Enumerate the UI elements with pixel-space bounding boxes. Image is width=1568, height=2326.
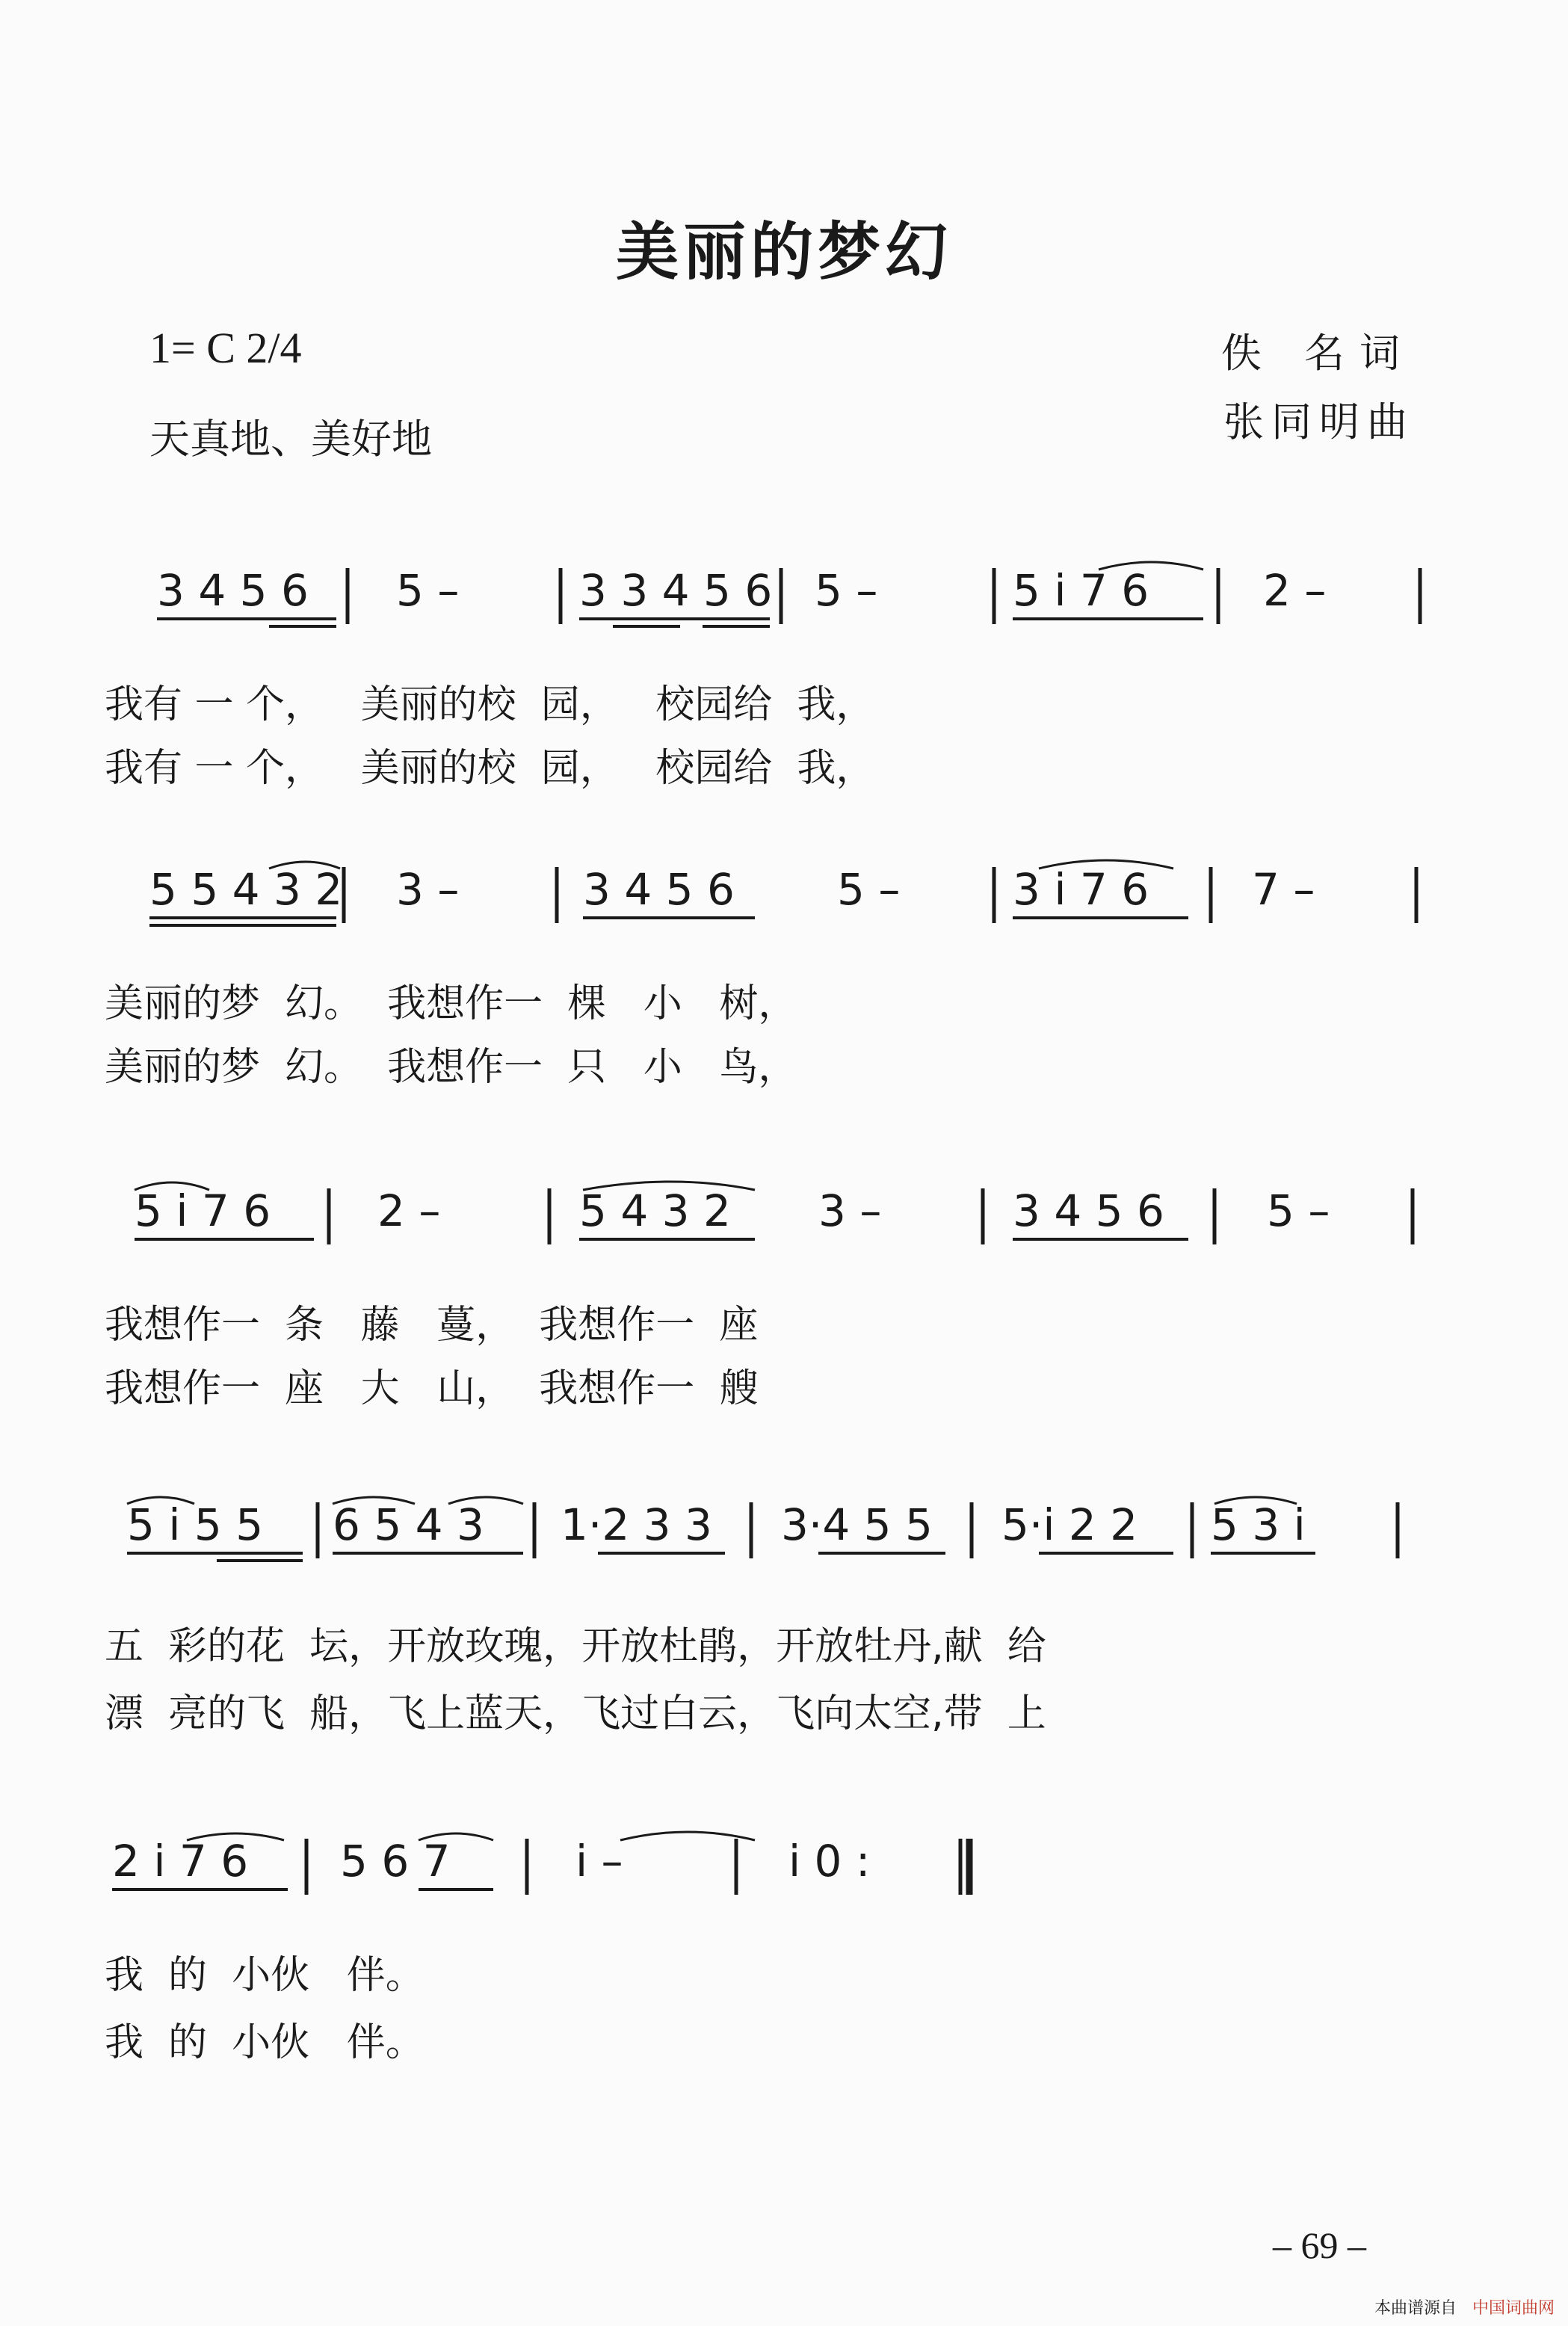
staff-notation-1 <box>0 553 1568 658</box>
svg-text:3 4 5 6: 3 4 5 6 <box>583 864 735 915</box>
svg-text:3 i 7 6: 3 i 7 6 <box>1013 864 1149 915</box>
svg-text:5 i 5 5: 5 i 5 5 <box>127 1499 264 1550</box>
tempo-marking: 天真地、美好地 <box>149 416 432 463</box>
svg-text:2 –: 2 – <box>377 1185 441 1236</box>
staff-notation-2 <box>0 852 1568 957</box>
lyric-line-4-verse-1: 五 彩的花 坛，开放玫瑰，开放杜鹃，开放牡丹,献 给 <box>105 1624 1046 1669</box>
svg-text:5 i 7 6: 5 i 7 6 <box>135 1185 271 1236</box>
svg-text:5 –: 5 – <box>815 565 878 616</box>
svg-text:5 6 7: 5 6 7 <box>340 1836 451 1887</box>
svg-text:5 3 i: 5 3 i <box>1211 1499 1306 1550</box>
staff-system-3 <box>0 1173 1568 1263</box>
staff-notation-4 <box>0 1487 1568 1592</box>
svg-text:1·2 3 3: 1·2 3 3 <box>561 1499 712 1550</box>
key-signature: 1= C 2/4 <box>149 324 302 372</box>
svg-text:3·4 5 5: 3·4 5 5 <box>781 1499 933 1550</box>
lyric-line-4-verse-2: 漂 亮的飞 船，飞上蓝天，飞过白云，飞向太空,带 上 <box>105 1691 1046 1736</box>
staff-system-2 <box>0 852 1568 942</box>
staff-system-5 <box>0 1824 1568 1913</box>
svg-text:3 3 4 5 6: 3 3 4 5 6 <box>579 565 773 616</box>
source-site-link[interactable]: 中国词曲网 <box>1472 2299 1555 2318</box>
svg-text:5·i 2 2: 5·i 2 2 <box>1001 1499 1138 1550</box>
source-label: 本曲谱源自 <box>1374 2299 1457 2318</box>
svg-text:5 –: 5 – <box>837 864 901 915</box>
svg-text:3 4 5 6: 3 4 5 6 <box>157 565 309 616</box>
source-credit <box>1374 2295 1555 2319</box>
lyric-line-1-verse-1: 我有 一 个， 美丽的校 园， 校园给 我， <box>105 682 875 727</box>
staff-system-4 <box>0 1487 1568 1577</box>
staff-system-1 <box>0 553 1568 643</box>
svg-text:i –: i – <box>575 1836 623 1887</box>
lyric-line-3-verse-2: 我想作一 座 大 山， 我想作一 艘 <box>105 1366 759 1411</box>
svg-text:5 5 4 3 2: 5 5 4 3 2 <box>149 864 343 915</box>
svg-text:2 i 7 6: 2 i 7 6 <box>112 1836 249 1887</box>
svg-text:7 –: 7 – <box>1252 864 1315 915</box>
song-title: 美丽的梦幻 <box>615 215 952 289</box>
svg-text:5 i 7 6: 5 i 7 6 <box>1013 565 1149 616</box>
svg-text:3 –: 3 – <box>396 864 460 915</box>
lyric-line-2-verse-2: 美丽的梦 幻。 我想作一 只 小 鸟， <box>105 1045 797 1090</box>
lyric-line-3-verse-1: 我想作一 条 藤 蔓， 我想作一 座 <box>105 1303 759 1348</box>
page-number: – 69 – <box>1273 2224 1366 2266</box>
svg-text:3 –: 3 – <box>818 1185 882 1236</box>
composer-credit: 张同明曲 <box>1223 398 1415 445</box>
lyric-line-5-verse-1: 我 的 小伙 伴。 <box>105 1953 425 1998</box>
lyric-line-1-verse-2: 我有 一 个， 美丽的校 园， 校园给 我， <box>105 746 875 791</box>
staff-notation-3 <box>0 1173 1568 1278</box>
svg-text:3 4 5 6: 3 4 5 6 <box>1013 1185 1164 1236</box>
svg-text:i 0 :: i 0 : <box>788 1836 871 1887</box>
svg-text:6 5 4 3: 6 5 4 3 <box>333 1499 484 1550</box>
svg-text:5 4 3 2: 5 4 3 2 <box>579 1185 731 1236</box>
staff-notation-5 <box>0 1824 1568 1928</box>
svg-text:5 –: 5 – <box>1267 1185 1330 1236</box>
svg-text:5 –: 5 – <box>396 565 460 616</box>
lyric-line-5-verse-2: 我 的 小伙 伴。 <box>105 2020 425 2065</box>
lyric-line-2-verse-1: 美丽的梦 幻。 我想作一 棵 小 树， <box>105 981 797 1026</box>
svg-text:2 –: 2 – <box>1263 565 1327 616</box>
lyricist-credit: 佚 名词 <box>1220 330 1415 377</box>
